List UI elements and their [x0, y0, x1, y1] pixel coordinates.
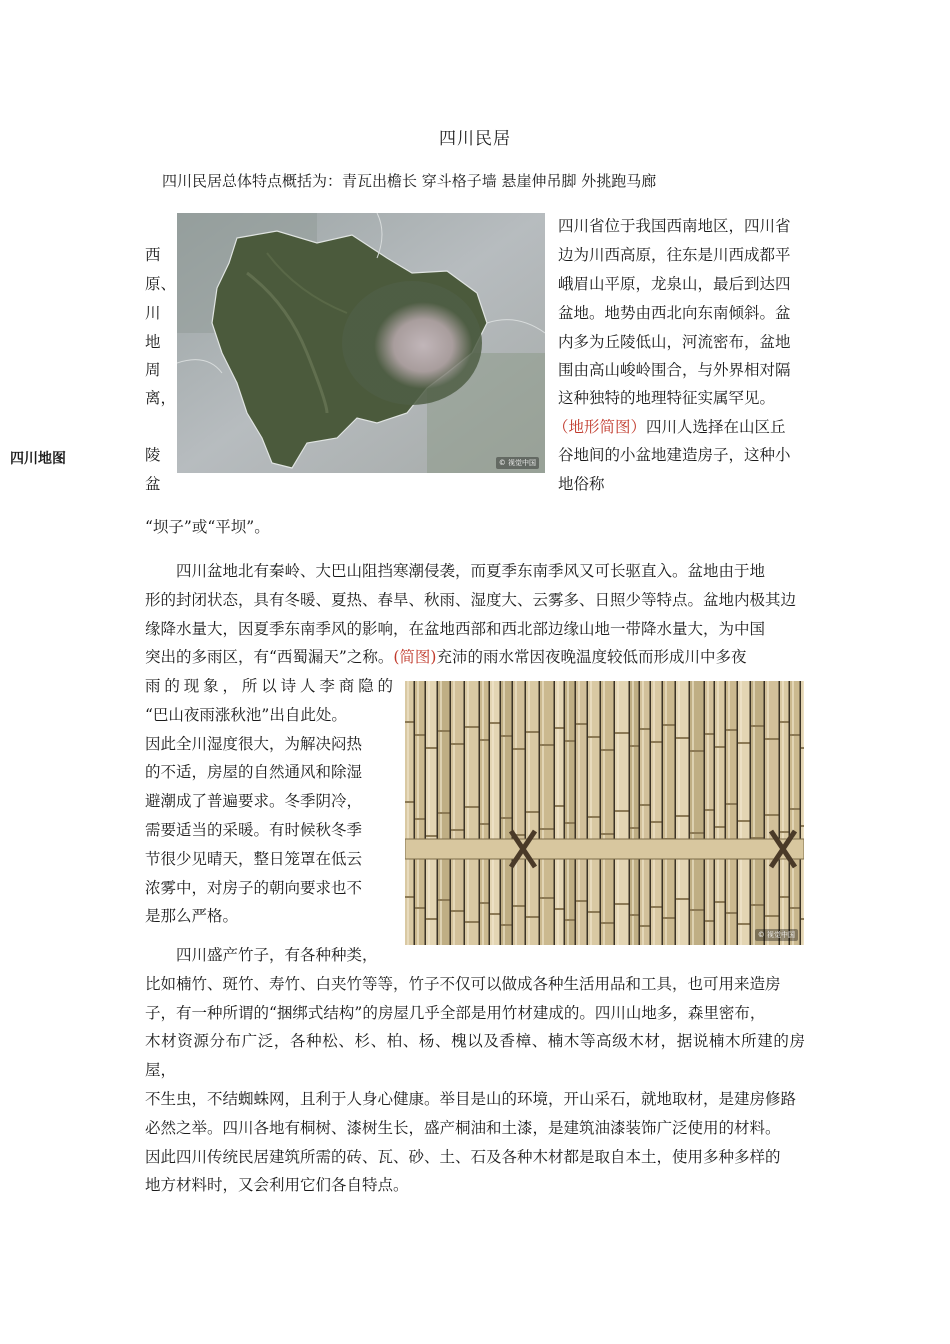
para-line: 子，有一种所谓的“捆绑式结构”的房屋几乎全部是用竹材建成的。四川山地多，森里密布，: [145, 1003, 766, 1022]
para-line-with-link: [145, 643, 805, 672]
para-line: 不生虫，不结蜘蛛网，且利于人身心健康。举目是山的环境，开山采石，就地取材，是建房修路: [145, 1089, 797, 1108]
bamboo-wall-image: [405, 681, 804, 945]
para-line: 必然之举。四川各地有桐树、漆树生长，盛产桐油和土漆，是建筑油漆装饰广泛使用的材料。: [145, 1118, 781, 1137]
summary-line: 四川民居总体特点概括为：青瓦出檐长 穿斗格子墙 悬崖伸吊脚 外挑跑马廊: [162, 172, 657, 190]
left-char: 周: [145, 361, 161, 379]
right-line: 谷地间的小盆地建造房子，这种小: [558, 446, 791, 464]
para-line: 木材资源分布广泛，各种松、杉、柏、杨、槐以及香樟、楠木等高级木材，据说楠木所建的房屋，: [145, 1032, 805, 1080]
para-line: 是那么严格。: [145, 907, 239, 926]
para-line: 比如楠竹、斑竹、寿竹、白夹竹等等，竹子不仅可以做成各种生活用品和工具，也可用来造房: [145, 974, 781, 993]
right-line: 盆地。地势由西北向东南倾斜。盆: [558, 304, 791, 322]
para-line: “巴山夜雨涨秋池”出自此处。: [145, 705, 347, 724]
left-char: 地: [145, 333, 161, 351]
climate-paragraph-wrap: [145, 672, 393, 931]
right-line: 地俗称: [558, 475, 605, 493]
terrain-map-link[interactable]: （地形简图）: [553, 418, 647, 436]
right-line: 四川人选择在山区丘: [646, 418, 786, 436]
page-title: 四川民居: [439, 129, 511, 149]
left-char: 盆: [145, 475, 161, 493]
right-line-with-link: [553, 415, 786, 437]
watermark-bamboo: © 视觉中国: [755, 929, 798, 941]
para-line: 突出的多雨区，有“西蜀漏天”之称。: [145, 648, 394, 667]
left-char: 陵: [145, 446, 161, 464]
materials-paragraph: [145, 941, 805, 1200]
sichuan-map-image: [177, 213, 545, 473]
side-label: 四川地图: [10, 451, 66, 467]
para-line: 形的封闭状态，具有冬暖、夏热、春旱、秋雨、湿度大、云雾多、日照少等特点。盆地内极其边: [145, 590, 797, 609]
right-line: 边为川西高原，往东是川西成都平: [558, 246, 791, 264]
right-line: 这种独特的地理特征实属罕见。: [558, 389, 776, 407]
para-line: 节很少见晴天，整日笼罩在低云: [145, 849, 363, 868]
para-line: 四川盆地北有秦岭、大巴山阻挡寒潮侵袭，而夏季东南季风又可长驱直入。盆地由于地: [176, 562, 766, 580]
para-line: 因此全川湿度很大，为解决闷热: [145, 734, 363, 753]
right-line: 围由高山峻岭围合，与外界相对隔: [558, 361, 791, 379]
para-line: 的不适，房屋的自然通风和除湿: [145, 763, 363, 782]
right-line: 内多为丘陵低山，河流密布，盆地: [558, 333, 791, 351]
right-line: 四川省位于我国西南地区，四川省: [558, 217, 791, 235]
para-line: 四川盛产竹子，有各种种类，: [176, 946, 378, 964]
para-line: 地方材料时，又会利用它们各自特点。: [145, 1176, 409, 1195]
left-char: 原、: [145, 275, 177, 293]
para-line: 充沛的雨水常因夜晚温度较低而形成川中多夜: [436, 648, 747, 667]
right-line: 峨眉山平原，龙泉山，最后到达四: [558, 275, 791, 293]
para-line: 缘降水量大，因夏季东南季风的影响，在盆地西部和西北部边缘山地一带降水量大，为中国: [145, 619, 766, 638]
climate-paragraph: [145, 557, 805, 672]
para-line: 雨的现象，所以诗人李商隐的: [145, 677, 393, 695]
watermark-map: © 视觉中国: [496, 457, 539, 469]
para-line: 需要适当的采暖。有时候秋冬季: [145, 820, 363, 839]
para-line: 因此四川传统民居建筑所需的砖、瓦、砂、土、石及各种木材都是取自本土，使用多种多样的: [145, 1147, 781, 1166]
bazi-line: “坝子”或“平坝”。: [145, 518, 270, 536]
para-line: 避潮成了普遍要求。冬季阴冷，: [145, 792, 363, 811]
para-line: 浓雾中，对房子的朝向要求也不: [145, 878, 363, 897]
left-char: 西: [145, 246, 161, 264]
left-char: 离，: [145, 389, 177, 407]
left-char: 川: [145, 304, 161, 322]
simple-map-link[interactable]: (简图): [393, 648, 437, 667]
